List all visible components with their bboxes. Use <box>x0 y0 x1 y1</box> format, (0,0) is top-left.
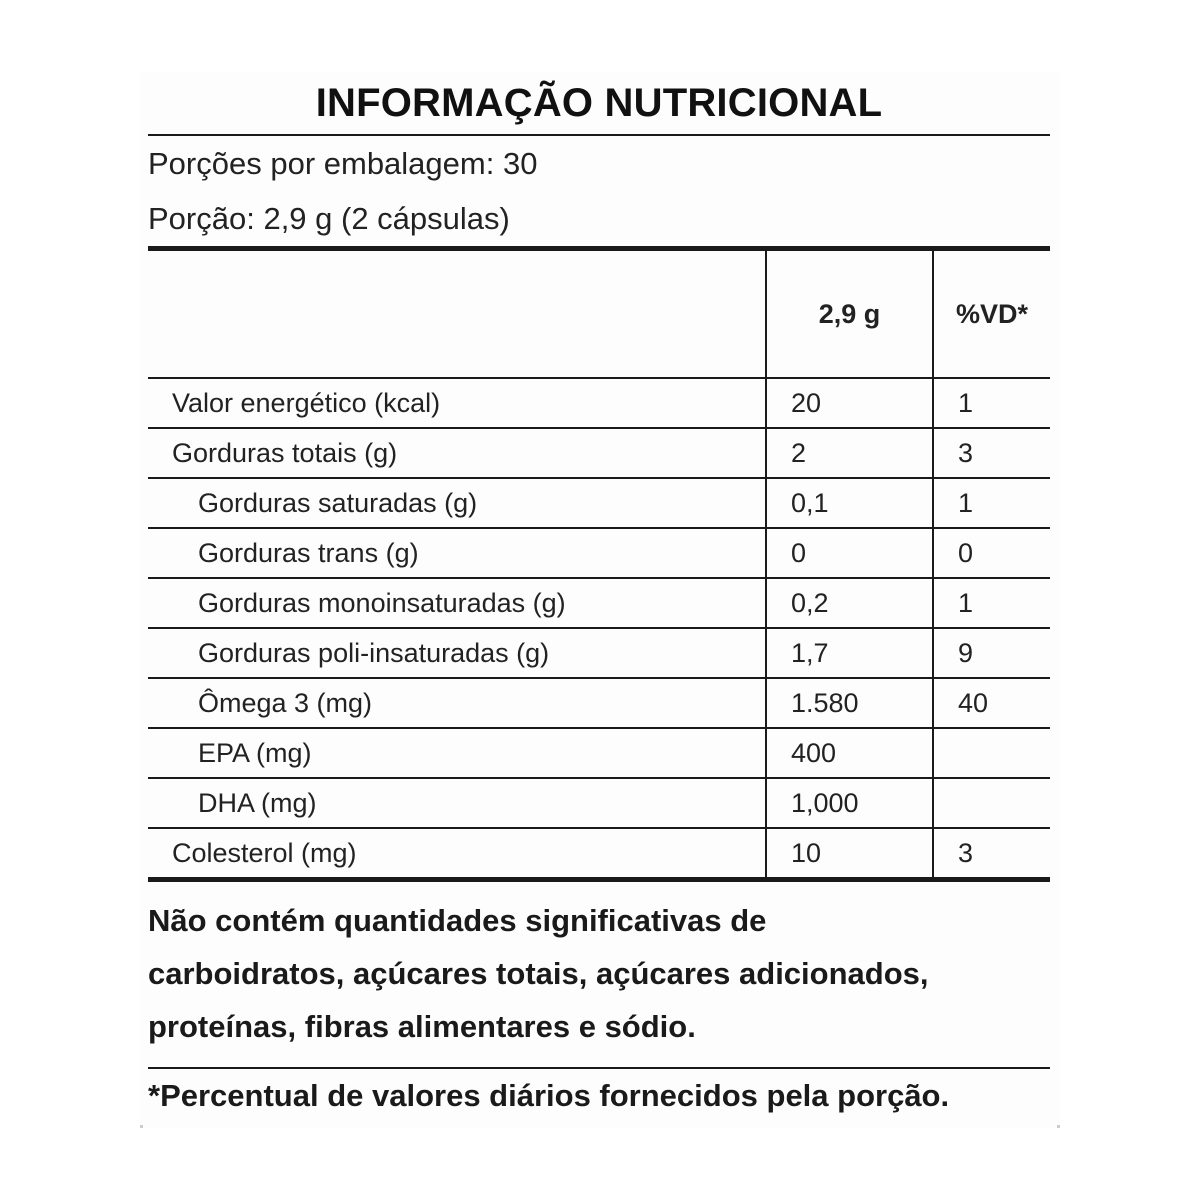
nutrient-vd <box>933 728 1050 778</box>
table-row <box>148 528 1050 578</box>
table-row <box>148 678 1050 728</box>
nutrient-name: Gorduras poli-insaturadas (g) <box>148 628 766 678</box>
label-title: INFORMAÇÃO NUTRICIONAL <box>315 81 883 125</box>
nutrient-name: Gorduras monoinsaturadas (g) <box>148 578 766 628</box>
table-row <box>148 728 1050 778</box>
nutrient-name: DHA (mg) <box>148 778 766 828</box>
nutrient-vd: 1 <box>933 578 1050 628</box>
nutrient-name: EPA (mg) <box>148 728 766 778</box>
nutrient-amount: 0,2 <box>766 578 933 628</box>
nutrient-vd: 3 <box>933 828 1050 877</box>
nutrient-amount: 1,7 <box>766 628 933 678</box>
nutrient-vd: 0 <box>933 528 1050 578</box>
note-line: carboidratos, açúcares totais, açúcares adicionados, <box>148 956 929 991</box>
corner-mark <box>140 1125 143 1128</box>
table-row <box>148 578 1050 628</box>
nutrition-facts-label <box>148 72 1050 1123</box>
nutrient-vd: 3 <box>933 428 1050 478</box>
header-vd: %VD* <box>933 251 1050 378</box>
not-significant-note <box>148 882 1050 1067</box>
nutrient-amount: 400 <box>766 728 933 778</box>
nutrition-table <box>148 251 1050 877</box>
nutrient-name: Ômega 3 (mg) <box>148 678 766 728</box>
corner-mark <box>1057 1125 1060 1128</box>
nutrient-name: Gorduras saturadas (g) <box>148 478 766 528</box>
header-nutrient <box>148 251 766 378</box>
nutrient-amount: 0,1 <box>766 478 933 528</box>
table-row <box>148 428 1050 478</box>
table-row <box>148 378 1050 428</box>
note-line: Não contém quantidades significativas de <box>148 903 767 938</box>
nutrient-name: Gorduras totais (g) <box>148 428 766 478</box>
table-row <box>148 478 1050 528</box>
serving-size: Porção: 2,9 g (2 cápsulas) <box>148 201 510 236</box>
table-header-row <box>148 251 1050 378</box>
nutrient-vd: 9 <box>933 628 1050 678</box>
nutrient-amount: 1.580 <box>766 678 933 728</box>
nutrient-amount: 1,000 <box>766 778 933 828</box>
nutrient-name: Valor energético (kcal) <box>148 378 766 428</box>
nutrient-amount: 20 <box>766 378 933 428</box>
nutrient-name: Gorduras trans (g) <box>148 528 766 578</box>
nutrient-amount: 2 <box>766 428 933 478</box>
table-row <box>148 828 1050 877</box>
table-row <box>148 628 1050 678</box>
nutrient-vd: 1 <box>933 478 1050 528</box>
servings-per-package: Porções por embalagem: 30 <box>148 146 538 181</box>
vd-footnote: *Percentual de valores diários fornecidos pela porção. <box>148 1078 950 1113</box>
note-line: proteínas, fibras alimentares e sódio. <box>148 1009 696 1044</box>
nutrient-vd: 40 <box>933 678 1050 728</box>
table-row <box>148 778 1050 828</box>
nutrient-vd: 1 <box>933 378 1050 428</box>
nutrient-amount: 10 <box>766 828 933 877</box>
nutrient-vd <box>933 778 1050 828</box>
header-amount: 2,9 g <box>766 251 933 378</box>
nutrient-amount: 0 <box>766 528 933 578</box>
nutrient-name: Colesterol (mg) <box>172 837 357 868</box>
